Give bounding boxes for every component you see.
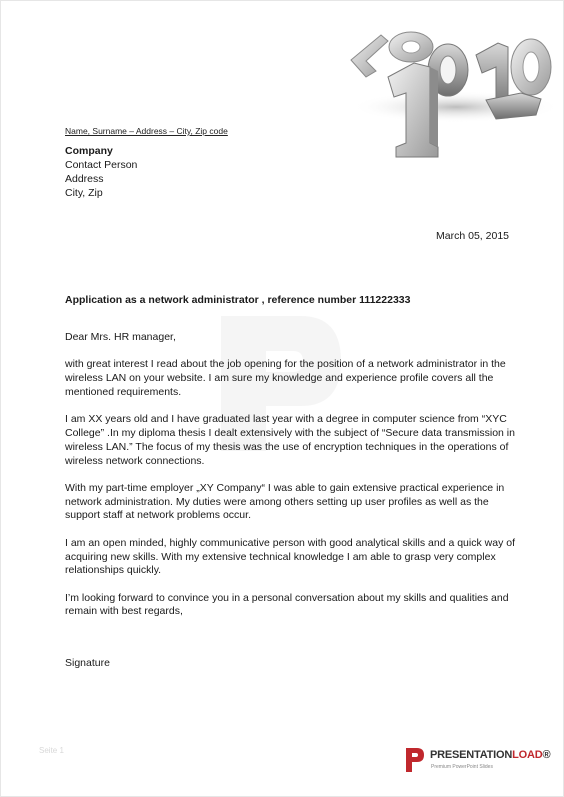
page-number: Seite 1: [39, 746, 64, 755]
body-paragraph: I am XX years old and I have graduated last year with a degree in computer science from “XYC College” .In my diploma thesis I dealt extensively with the subject of “Secure data transmission in wireless LAN.” The focus of my thesis was the use of encryption techniques in the operations of wireless network connections.: [65, 413, 515, 467]
body-paragraph: With my part-time employer „XY Company“ I was able to gain extensive practical experience in network administration. My duties were among others setting up user profiles as well as the support staff at network problems occur.: [65, 481, 505, 522]
letter-date: March 05, 2015: [436, 230, 509, 242]
salutation: Dear Mrs. HR manager,: [65, 331, 176, 343]
signature: Signature: [65, 657, 110, 669]
body-paragraph: I am an open minded, highly communicative person with good analytical skills and a quick way of acquiring new skills. With my extensive technical knowledge I am able to grasp very complex relationships quickly.: [65, 536, 515, 577]
recipient-address: Address: [65, 173, 104, 185]
body-paragraph: I’m looking forward to convince you in a personal conversation about my skills and qualities and remain with best regards,: [65, 591, 509, 618]
logo-wordmark: [430, 749, 550, 761]
sender-address-line: Name, Surname – Address – City, Zip code: [65, 126, 228, 136]
logo-word-presentation: PRESENTATION: [430, 749, 513, 761]
presentationload-logo: [405, 745, 551, 775]
logo-word-load: LOAD: [512, 749, 543, 761]
recipient-city-zip: City, Zip: [65, 187, 103, 199]
logo-registered: ®: [542, 749, 551, 761]
recipient-company: Company: [65, 145, 113, 157]
recipient-contact: Contact Person: [65, 159, 138, 171]
3d-binary-digits-icon: [336, 15, 561, 165]
letter-body: [65, 331, 515, 633]
letter-subject: Application as a network administrator , reference number 111222333: [65, 294, 411, 306]
body-paragraph: with great interest I read about the job opening for the position of a network administrator in the wireless LAN on your website. I am sure my knowledge and experience profile covers all the mentioned requirements.: [65, 358, 506, 398]
presentationload-mark-icon: [405, 747, 425, 773]
recipient-block: [65, 144, 137, 200]
logo-tagline: Premium PowerPoint Slides: [431, 764, 493, 770]
